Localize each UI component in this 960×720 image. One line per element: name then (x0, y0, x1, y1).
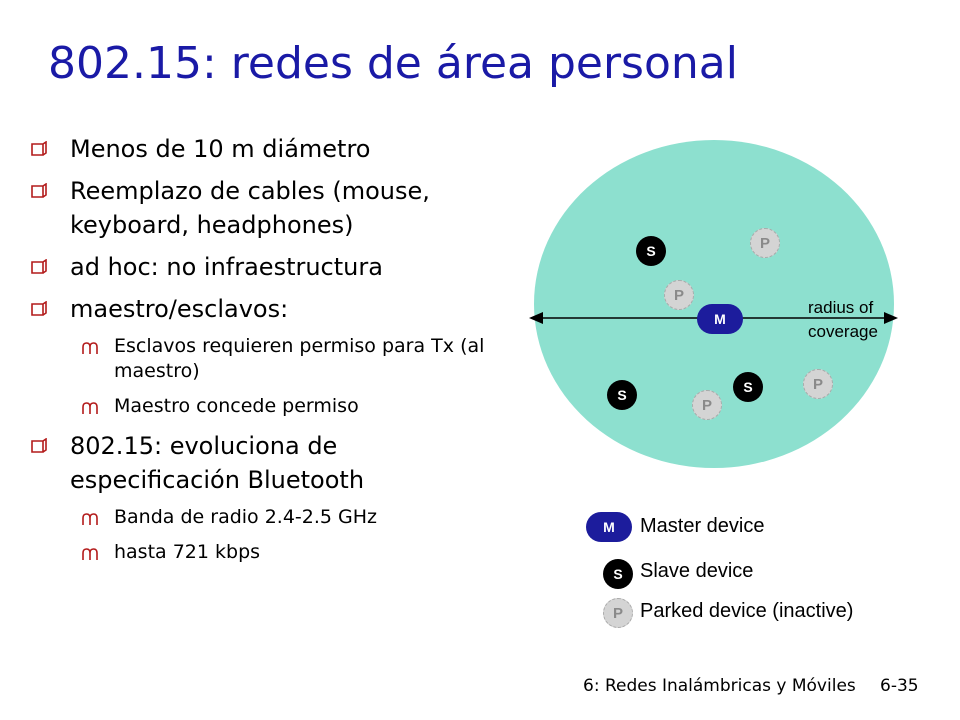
legend-parked-label: Parked device (inactive) (640, 600, 854, 622)
bullet-item (30, 429, 510, 497)
parked-device: P (750, 228, 780, 258)
bullet-item (30, 132, 510, 166)
legend-slave-icon: S (603, 559, 633, 589)
sub-bullet-marker-icon (82, 342, 98, 355)
legend-master-label: Master device (640, 515, 765, 537)
legend-master-icon: M (586, 512, 632, 542)
sub-bullet-text: Banda de radio 2.4-2.5 GHz (114, 506, 378, 528)
parked-device: P (692, 390, 722, 420)
sub-bullet-marker-icon (82, 513, 98, 526)
radius-label: radius of coverage (808, 298, 878, 341)
sub-bullet-item (30, 394, 510, 419)
slave-device: S (636, 236, 666, 266)
parked-device: P (803, 369, 833, 399)
legend-parked-icon: P (603, 598, 633, 628)
sub-bullet-text: hasta 721 kbps (114, 541, 261, 563)
bullet-text: maestro/esclavos: (70, 295, 289, 323)
bullet-item (30, 174, 510, 242)
footer-page-number: 6-35 (880, 676, 919, 696)
bullet-text: Reemplazo de cables (mouse, keyboard, headphones) (70, 177, 430, 239)
sub-bullet-marker-icon (82, 548, 98, 561)
bullet-list (30, 132, 510, 575)
legend-slave-label: Slave device (640, 560, 754, 582)
bullet-marker-icon (30, 438, 48, 455)
bullet-marker-icon (30, 183, 48, 200)
footer-chapter: 6: Redes Inalámbricas y Móviles (583, 676, 856, 696)
sub-bullet-text: Esclavos requieren permiso para Tx (al maestro) (114, 335, 485, 382)
sub-bullet-marker-icon (82, 402, 98, 415)
bullet-marker-icon (30, 259, 48, 276)
bullet-item (30, 250, 510, 284)
sub-bullet-item (30, 334, 510, 384)
bullet-text: 802.15: evoluciona de especificación Bluetooth (70, 432, 365, 494)
bullet-text: Menos de 10 m diámetro (70, 135, 371, 163)
bullet-text: ad hoc: no infraestructura (70, 253, 383, 281)
bullet-marker-icon (30, 141, 48, 158)
sub-bullet-text: Maestro concede permiso (114, 395, 359, 417)
slave-device: S (733, 372, 763, 402)
sub-bullet-item (30, 540, 510, 565)
parked-device: P (664, 280, 694, 310)
slide-title: 802.15: redes de área personal (48, 38, 738, 89)
bullet-marker-icon (30, 301, 48, 318)
master-device: M (697, 304, 743, 334)
bullet-item (30, 292, 510, 326)
sub-bullet-item (30, 505, 510, 530)
slave-device: S (607, 380, 637, 410)
